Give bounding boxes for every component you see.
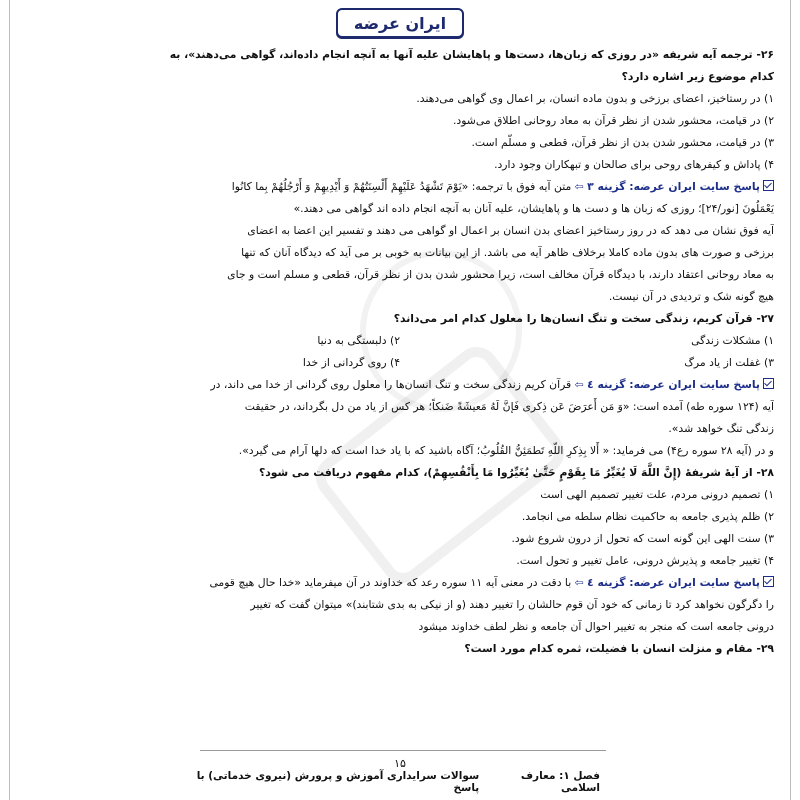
- answer-line: [26, 176, 774, 198]
- right-border-line: [790, 0, 791, 800]
- explanation-line: درونی جامعه است که منجر به تغییر احوال آن جامعه و نظر لطف خداوند میشود: [418, 620, 774, 633]
- explanation-line: آیه (۱۲۴ سوره طه) آمده است: «وَ مَن أَعرَضَ عَن ذِکری فَإنَّ لَهُ مَعیشَةً ضَنکاً؛ هر کس از یاد من دل بگرداند، در حقیقت: [244, 400, 774, 413]
- explanation-line: آیه فوق نشان می دهد که در روز رستاخیز اعضای بدن انسان بر اعمال او گواهی می دهند و تفسیر این اعضا به اعضای: [247, 224, 774, 237]
- explanation-line: هیچ گونه شک و تردیدی در آن نیست.: [608, 290, 774, 303]
- question-line: کدام موضوع زیر اشاره دارد؟: [621, 70, 774, 83]
- footer-book-title: سوالات سرایداری آموزش و پرورش (نیروی خدماتی) با پاسخ: [196, 770, 480, 794]
- site-logo: [336, 8, 464, 38]
- explanation-line: زندگی تنگ خواهد شد».: [668, 422, 774, 435]
- footer-divider: [200, 750, 606, 751]
- option-line: ۴) پاداش و کیفرهای روحی برای صالحان و تبهکاران وجود دارد.: [494, 158, 774, 171]
- page-number: ۱۵: [394, 757, 406, 770]
- explanation-line: و در (آیه ۲۸ سوره رع۴) می فرماید: « أَلا بِذِکرِ اللّهِ تَطمَئِنُّ القُلُوبُ؛ آگاه باشید که با یاد خدا است که دلها آرام می گیرد».: [238, 444, 774, 457]
- option-line: ۴) تغییر جامعه و پذیرش درونی، عامل تغییر و تحول است.: [516, 554, 774, 567]
- answer-label: پاسخ سایت ایران عرضه: گزینه ٤: [587, 378, 760, 391]
- answer-label: پاسخ سایت ایران عرضه: گزینه ٤: [587, 576, 760, 589]
- option-row: [26, 330, 774, 352]
- explanation-line: را دگرگون نخواهد کرد تا زمانی که خود آن قوم حالشان را تغییر دهند (و از نیکی به بدی شتابند)» میتوان گفت که تغییر: [250, 598, 774, 611]
- option-line: ۳) در قیامت، محشور شدن بدن از نظر قرآن، قطعی و مسلّم است.: [471, 136, 774, 149]
- question-line: ۲۸- از آیهٔ شریفهٔ (إِنَّ اللَّهَ لَا یُغَیِّرُ مَا بِقَوْمٍ حَتَّىٰ یُغَیِّرُوا مَا بِأَنْفُسِهِمْ)، کدام مفهوم دریافت می شود؟: [258, 466, 774, 479]
- left-border-line: [9, 0, 10, 800]
- explanation-line: یَعْمَلُونَ [نور/۲۴]؛ روزی که زبان ها و دست ها و پاهایشان، علیه آنان به آنچه انجام داده اند گواهی می دهند.»: [293, 202, 774, 215]
- arrow-left-icon: ⇦: [571, 180, 588, 193]
- option-row: [26, 352, 774, 374]
- arrow-left-icon: ⇦: [571, 576, 588, 589]
- question-line: ۲۹- مقام و منزلت انسان با فضیلت، ثمره کدام مورد است؟: [464, 642, 774, 655]
- checkbox-icon: [763, 180, 774, 191]
- option-text: ۲) دلبستگی به دنیا: [317, 334, 400, 347]
- option-line: ۱) تصمیم درونی مردم، علت تغییر تصمیم الهی است: [540, 488, 774, 501]
- option-text: ۱) مشکلات زندگی: [691, 334, 774, 347]
- answer-text: با دقت در معنی آیه ۱۱ سوره رعد که خداوند در آن میفرماید «خدا حال هیچ قومی: [209, 576, 572, 589]
- answer-line: [26, 572, 774, 594]
- logo-text: ایران عرضه: [353, 13, 447, 33]
- answer-text: متن آیه فوق با ترجمه: «یَوْمَ تَشْهَدُ عَلَیْهِمْ أَلْسِنَتُهُمْ وَ أَیْدِیهِمْ وَ أَرْجُلُهُمْ بِما کانُوا: [231, 180, 572, 193]
- answer-label: پاسخ سایت ایران عرضه: گزینه ۳: [587, 180, 760, 193]
- option-text: ۳) غفلت از یاد مرگ: [684, 356, 774, 369]
- explanation-line: به معاد روحانی اعتقاد دارند، با دیدگاه قرآن مخالف است، زیرا محشور شدن بدن از نظر قرآن، قطعی و مسلم است و جای: [227, 268, 774, 281]
- explanation-line: برزخی و صورت های بدون ماده کاملا برخلاف ظاهر آیه می باشد. از این بیانات به خوبی بر می آید که دیدگاه آنان که تنها: [241, 246, 774, 259]
- answer-line: [26, 374, 774, 396]
- document-body: [26, 44, 774, 660]
- answer-text: قرآن کریم زندگی سخت و تنگ انسان‌ها را معلول روی گردانی از خدا می داند، در: [210, 378, 572, 391]
- question-line: ۲۶- ترجمه آیه شریفه «در روزی که زبان‌ها، دست‌ها و پاهایشان علیه آنها به آنچه انجام داده‌اند، گواهی می‌دهند»، به: [169, 48, 774, 61]
- header: [0, 8, 800, 38]
- checkbox-icon: [763, 378, 774, 389]
- option-line: ۱) در رستاخیز، اعضای برزخی و بدون ماده انسان، بر اعمال وی گواهی می‌دهند.: [416, 92, 774, 105]
- option-line: ۳) سنت الهی این گونه است که تحول از درون شروع شود.: [511, 532, 774, 545]
- footer: [170, 770, 600, 794]
- footer-chapter: فصل ۱: معارف اسلامی: [520, 770, 600, 794]
- option-line: ۲) ظلم پذیری جامعه به حاکمیت نظام سلطه می انجامد.: [521, 510, 774, 523]
- question-line: ۲۷- قرآن کریم، زندگی سخت و تنگ انسان‌ها را معلول کدام امر می‌داند؟: [393, 312, 774, 325]
- checkbox-icon: [763, 576, 774, 587]
- arrow-left-icon: ⇦: [571, 378, 588, 391]
- option-text: ۴) روی گردانی از خدا: [302, 356, 400, 369]
- option-line: ۲) در قیامت، محشور شدن از نظر قرآن به معاد روحانی اطلاق می‌شود.: [452, 114, 774, 127]
